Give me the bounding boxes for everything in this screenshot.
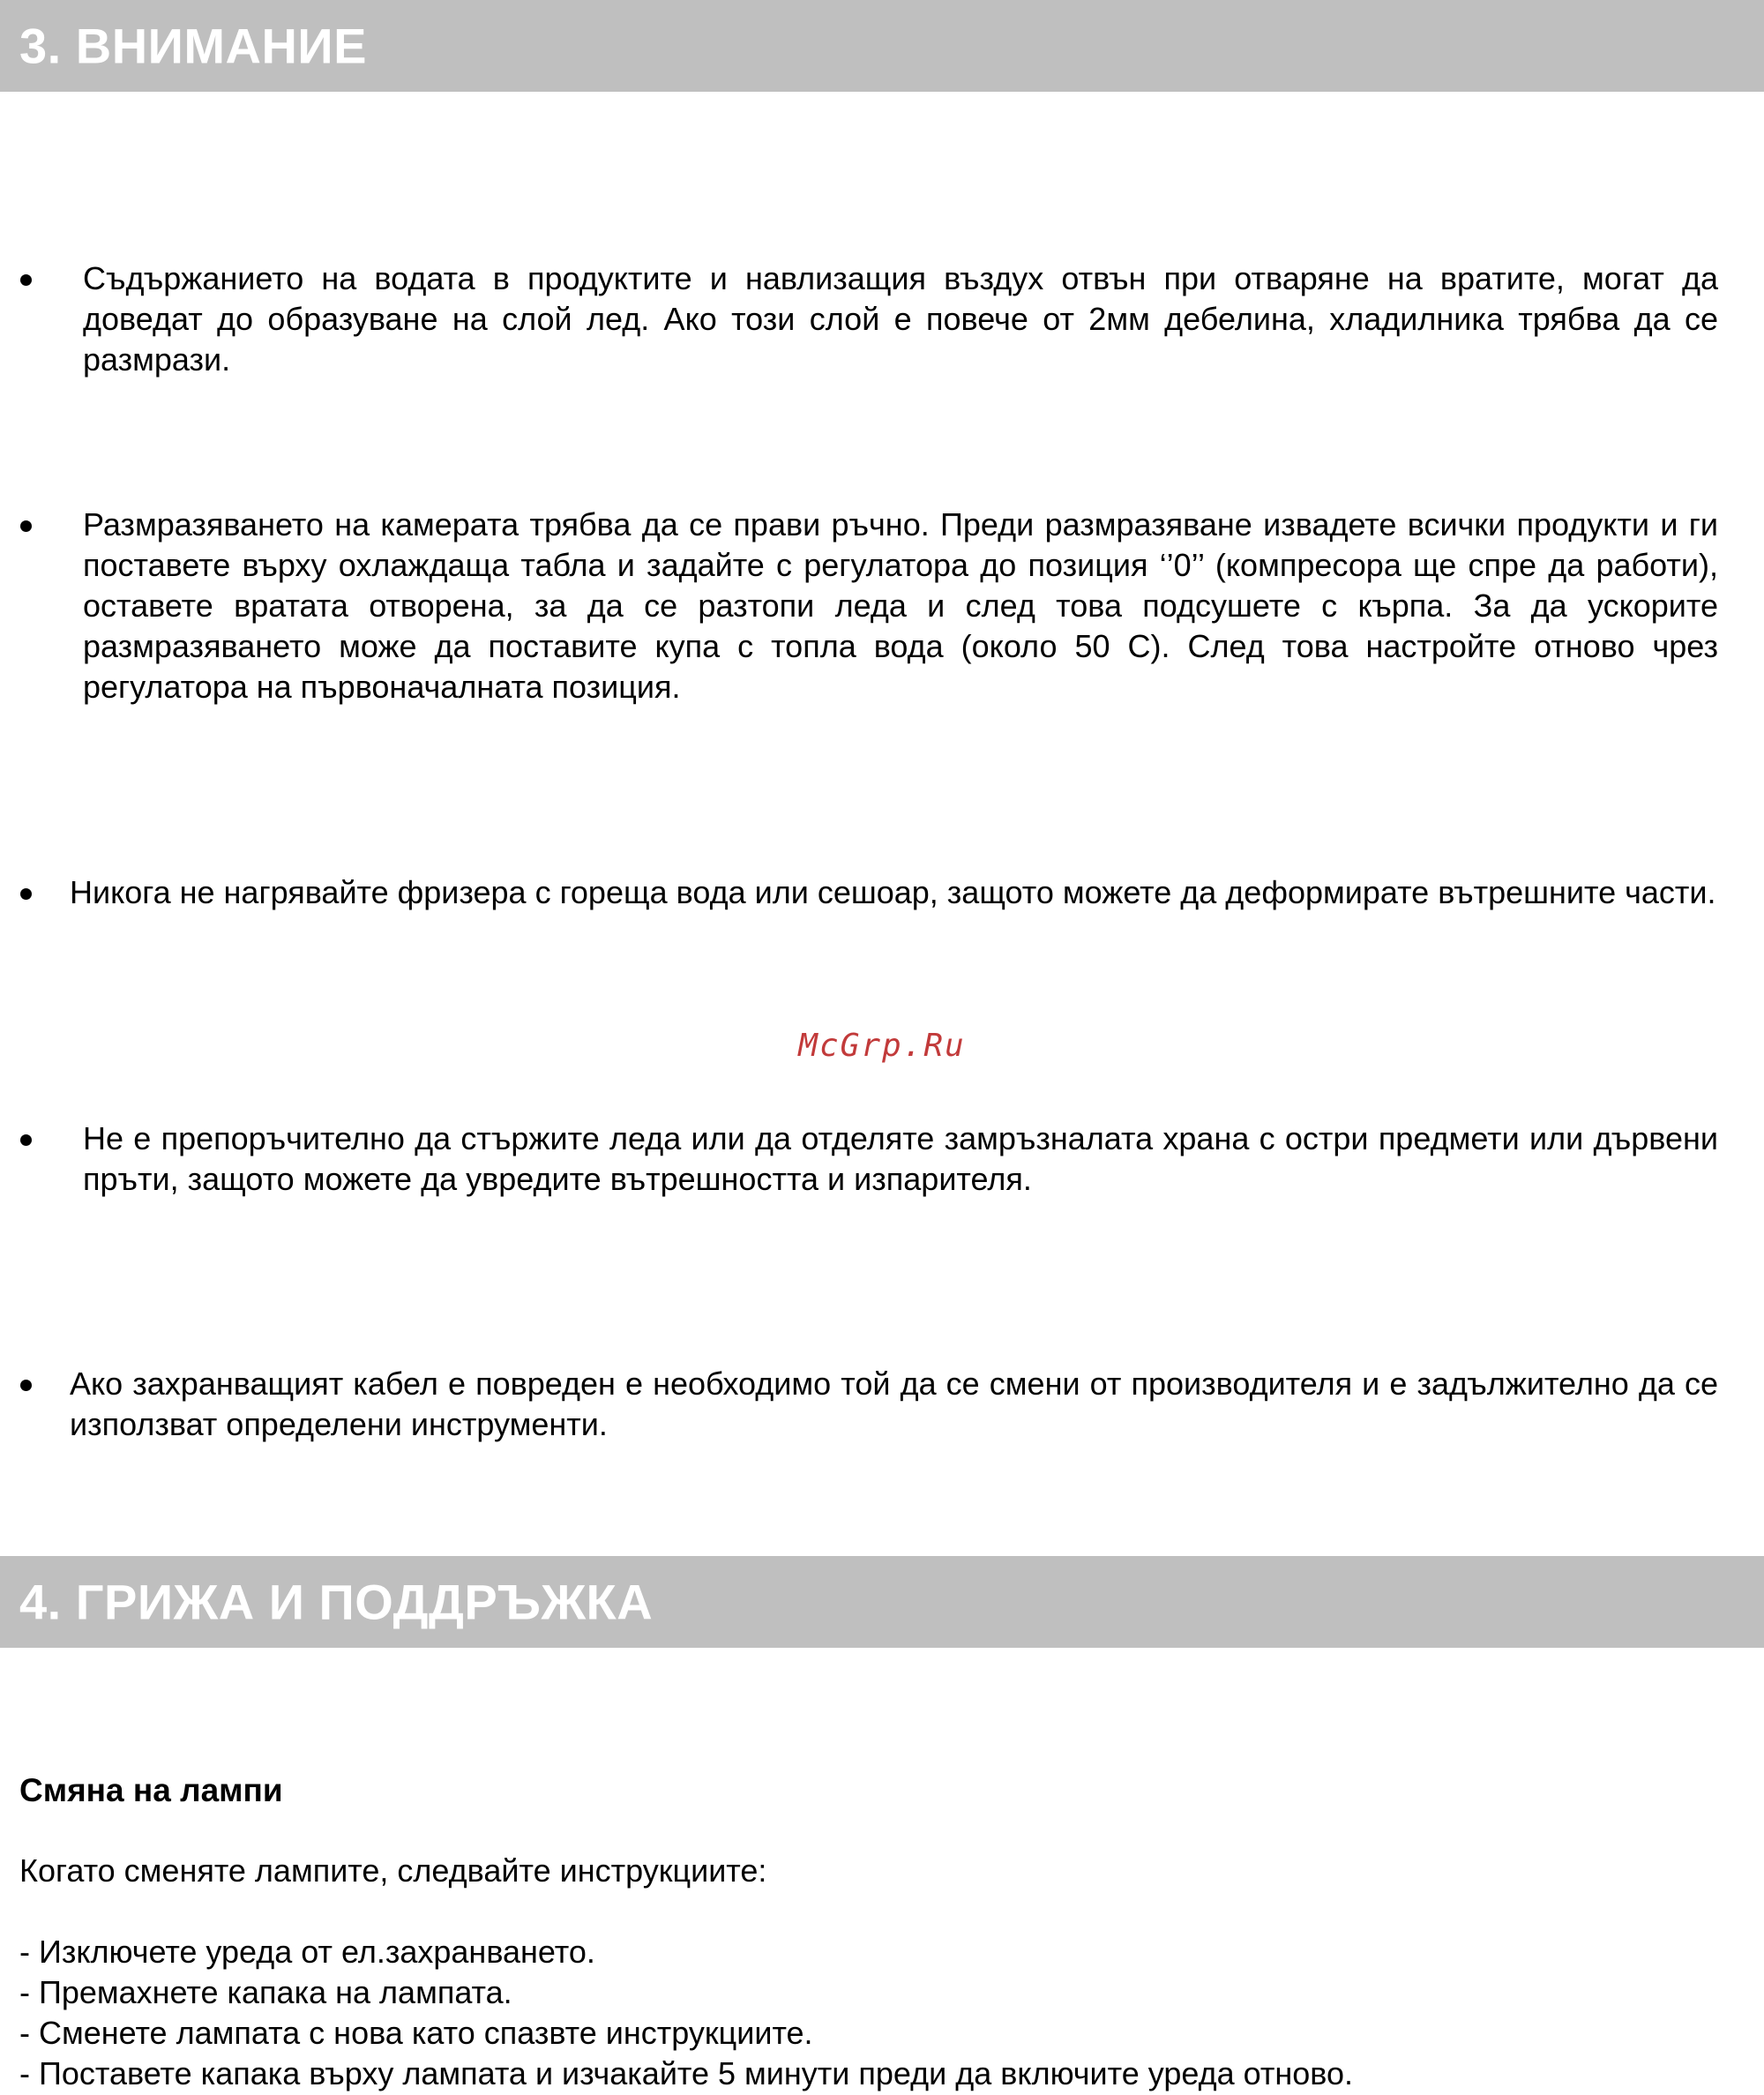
- bullet-icon: [20, 888, 32, 900]
- list-item-text: Ако захранващият кабел е повреден е необходимо той да се смени от производителя и е задължително да се използват определени инструменти.: [70, 1365, 1718, 1442]
- steps-list: [19, 1932, 1353, 2094]
- step-item: - Поставете капака върху лампата и изчакайте 5 минути преди да включите уреда отново.: [19, 2055, 1353, 2091]
- step-item: - Изключете уреда от ел.захранването.: [19, 1934, 595, 1970]
- list-item-text: Размразяването на камерата трябва да се прави ръчно. Преди размразяване извадете всички продукти и ги поставете върху охлаждаща табла и задайте с регулатора до позиция ‘’0’’ (компресора ще спре да работи), оставете вратата отворена, за да се разтопи леда и след това подсушете с кърпа. За да ускорите размразяването може да поставите купа с топла вода (около 50 С). След това настройте отново чрез регулатора на първоначалната позиция.: [83, 506, 1718, 705]
- list-item-text: Никога не нагрявайте фризера с гореща вода или сешоар, защото можете да деформирате вътрешните части.: [70, 874, 1716, 910]
- step-item: - Сменете лампата с нова като спазвте инструкциите.: [19, 2015, 813, 2051]
- section-4-title: 4. ГРИЖА И ПОДДРЪЖКА: [19, 1574, 654, 1630]
- intro-text: Когато сменяте лампите, следвайте инструкциите:: [19, 1852, 767, 1889]
- bullet-icon: [20, 1134, 32, 1146]
- section-3-header: [0, 0, 1764, 92]
- watermark: McGrp.Ru: [798, 1028, 966, 1064]
- section-3-title: 3. ВНИМАНИЕ: [19, 18, 368, 74]
- bullet-icon: [20, 274, 32, 286]
- list-item-text: Не е препоръчително да стържите леда или да отделяте замръзналата храна с остри предмети или дървени пръти, защото можете да увредите вътрешността и изпарителя.: [83, 1120, 1718, 1197]
- subheading-lamp-replacement: Смяна на лампи: [19, 1772, 283, 1808]
- section-4-header: [0, 1556, 1764, 1648]
- bullet-icon: [20, 520, 32, 532]
- list-item-text: Съдържанието на водата в продуктите и навлизащия въздух отвън при отваряне на вратите, могат да доведат до образуване на слой лед. Ако този слой е повече от 2мм дебелина, хладилника трябва да се размрази.: [83, 260, 1718, 378]
- step-item: - Премахнете капака на лампата.: [19, 1974, 512, 2010]
- bullet-icon: [20, 1380, 32, 1391]
